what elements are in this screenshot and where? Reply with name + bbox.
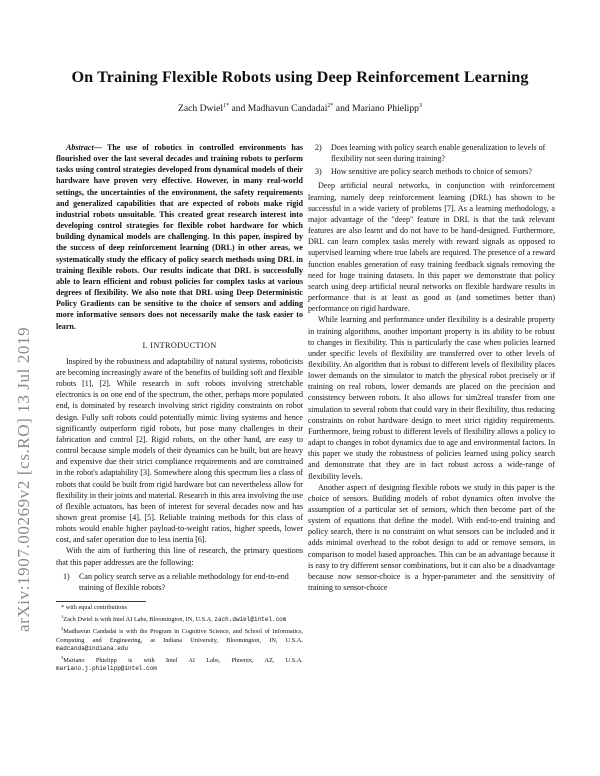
author-separator: and xyxy=(229,103,248,115)
question-text: Can policy search serve as a reliable methodology for end-to-end training of flexible robots? xyxy=(79,571,289,592)
author-name: Zach Dwiel xyxy=(178,103,224,115)
right-column xyxy=(308,142,555,593)
author-separator: and xyxy=(333,103,353,115)
arxiv-stamp: arXiv:1907.00269v2 [cs.RO] 13 Jul 2019 xyxy=(14,326,33,632)
research-question xyxy=(308,166,555,177)
footnote-text: Madhavun Candadai is with the Program in Cognitive Science, and School of Informatics, Computing and Engineering, at Indiana University, Bloomington, IN, U.S.A. xyxy=(56,628,303,644)
footnote-mark: 1 xyxy=(61,614,64,619)
footnote xyxy=(56,654,303,674)
author-email: mariano.j.phielipp@intel.com xyxy=(56,665,157,673)
author-affiliation-mark: 1* xyxy=(223,103,230,109)
body-paragraph: Another aspect of designing flexible robots we study in this paper is the choice of sensors. Building models of robot dynamics often involve the assumption of a particular set of sensors, which then become part of the system of equations that define the model. With end-to-end training and policy search, there is no constraint on what sensors can be included and it adds minimal overhead to the robot design to add or remove sensors, in comparison to model based approaches. This can be an advantage because it is easy to try different sensor combinations, but it can also be a disadvantage because now sensor-choice is a hyper-parameter and the sensitivity of training to sensor-choice xyxy=(308,482,555,593)
author-email: madcanda@indiana.edu xyxy=(56,644,129,652)
footnote-rule xyxy=(56,601,146,602)
footnote-mark: 2 xyxy=(61,626,64,631)
question-number: 2) xyxy=(315,143,322,152)
research-question xyxy=(308,142,555,164)
author-email: zach.dwiel@intel.com xyxy=(214,616,287,624)
section-heading: I. INTRODUCTION xyxy=(142,340,217,350)
footnote xyxy=(56,613,303,625)
abstract-lead: Abstract xyxy=(66,143,94,152)
footnote-text: Zach Dwiel is with Intel AI Labs, Bloomington, IN, U.S.A. xyxy=(63,616,213,624)
paper-title: On Training Flexible Robots using Deep Reinforcement Learning xyxy=(71,68,529,86)
body-paragraph: While learning and performance under flexibility is a desirable property in training algorithms, another important property is its ability to be robust to changes in flexibility. This is particularly the case when policies learned under specific levels of flexibility are transferred over to other levels of flexibility. An algorithm that is robust to different levels of flexibility places lower demands on the simulator to match the physical robot precisely or if training on real robots, lower demands are placed on the precision and consistency between robots. It also allows for sim2real transfer from one simulation to several robots that could vary in their flexibility, thus reducing constraints on robot hardware design to meet strict rigidity requirements. Furthermore, being robust to different levels of flexibility allows a policy to adapt to changes in robot dynamics due to age and environmental factors. In this paper we study the robustness of policies learned using policy search and demonstrate that they are in fact robust across a wide-range of flexibility levels. xyxy=(308,315,555,481)
footnotes xyxy=(56,604,303,674)
author-affiliation-mark: 3 xyxy=(418,103,422,109)
question-number: 3) xyxy=(315,167,322,177)
body-paragraph: Deep artificial neural networks, in conjunction with reinforcement learning, namely deep reinforcement learning (DRL) has shown to be successful in a wide variety of problems [7]. As a learning methodology, a major advantage of the "deep" feature in DRL is that the task relevant features are also learnt and do not have to be hand-designed. Furthermore, DRL can learn complex tasks merely with reward signals as opposed to supervised learning where true labels are required. The presence of a reward function enables generation of easy training feedback signals removing the need for huge training datasets. In this paper we demonstrate that policy search using deep artificial neural networks on flexible hardware results in performance that is at least as good as (and sometimes better than) performance on rigid hardware. xyxy=(308,181,555,314)
research-questions xyxy=(56,571,303,593)
author-line xyxy=(40,103,560,114)
author-affiliation-mark: 2* xyxy=(327,103,334,109)
intro-paragraph: With the aim of furthering this line of research, the primary questions that this paper addresses are the following: xyxy=(56,546,303,567)
footnote xyxy=(56,625,303,653)
question-number: 1) xyxy=(63,571,70,581)
research-question xyxy=(56,571,303,593)
author-name: Madhavun Candadai xyxy=(247,103,328,115)
question-text: Does learning with policy search enable generalization to levels of flexibility not seen during training? xyxy=(331,143,546,164)
footnote-text: Mariano Phielipp is with Intel AI Labs, Phoenix, AZ, U.S.A. xyxy=(63,656,303,664)
left-column xyxy=(56,142,303,674)
abstract xyxy=(56,142,303,332)
author-name: Mariano Phielipp xyxy=(352,103,419,115)
research-questions xyxy=(308,142,555,177)
question-text: How sensitive are policy search methods to choice of sensors? xyxy=(331,167,532,177)
footnote: * with equal contributions xyxy=(61,604,127,612)
intro-paragraph: Inspired by the robustness and adaptability of natural systems, roboticists are becoming increasingly aware of the benefits of building soft and flexible robots [1], [2]. While research in soft robots involving stretchable electronics is on one end of the spectrum, the other, perhaps more populated end, is dominated by research involving strict rigidity constraints on robot design. Fully soft robots could potentially mimic living systems and hence significantly outperform rigid robots, but pose many challenges in their fabrication and control [2]. Rigid robots, on the other hand, are easy to control because simple models of their dynamics can be built, but are heavy and expensive due their strict compliance requirements and are constrained in the robot's adaptability [3]. Somewhere along this spectrum lies a class of robots that could be built from rigid hardware but can nevertheless allow for flexibility in their joints and material. Research in this area involving the use of flexible actuators, has been of interest for several decades now and has shown great promise [4], [5]. Reliable training methods for this class of robots would enable higher payload-to-weight ratios, higher speeds, lower cost, and safer operation due to less inertia [6]. xyxy=(56,356,303,545)
footnote-mark: 3 xyxy=(61,654,64,660)
abstract-text: — The use of robotics in controlled environments has flourished over the last several decades and training robots to perform tasks using control strategies developed from dynamical models of their hardware have proven very effective. However, in many real-world settings, the uncertainties of the environment, the safety requirements and generalized capabilities that are expected of robots make rigid industrial robots unsuitable. This created great research interest into developing control strategies for flexible robot hardware for which building dynamical models are challenging. In this paper, inspired by the success of deep reinforcement learning (DRL) in other areas, we systematically study the efficacy of policy search methods using DRL in training flexible robots. Our results indicate that DRL is successfully able to learn efficient and robust policies for complex tasks at various degrees of flexibility. We also note that DRL using Deep Deterministic Policy Gradients can be sensitive to the choice of sensors and adding more informative sensors does not necessarily make the task easier to learn. xyxy=(56,143,303,331)
